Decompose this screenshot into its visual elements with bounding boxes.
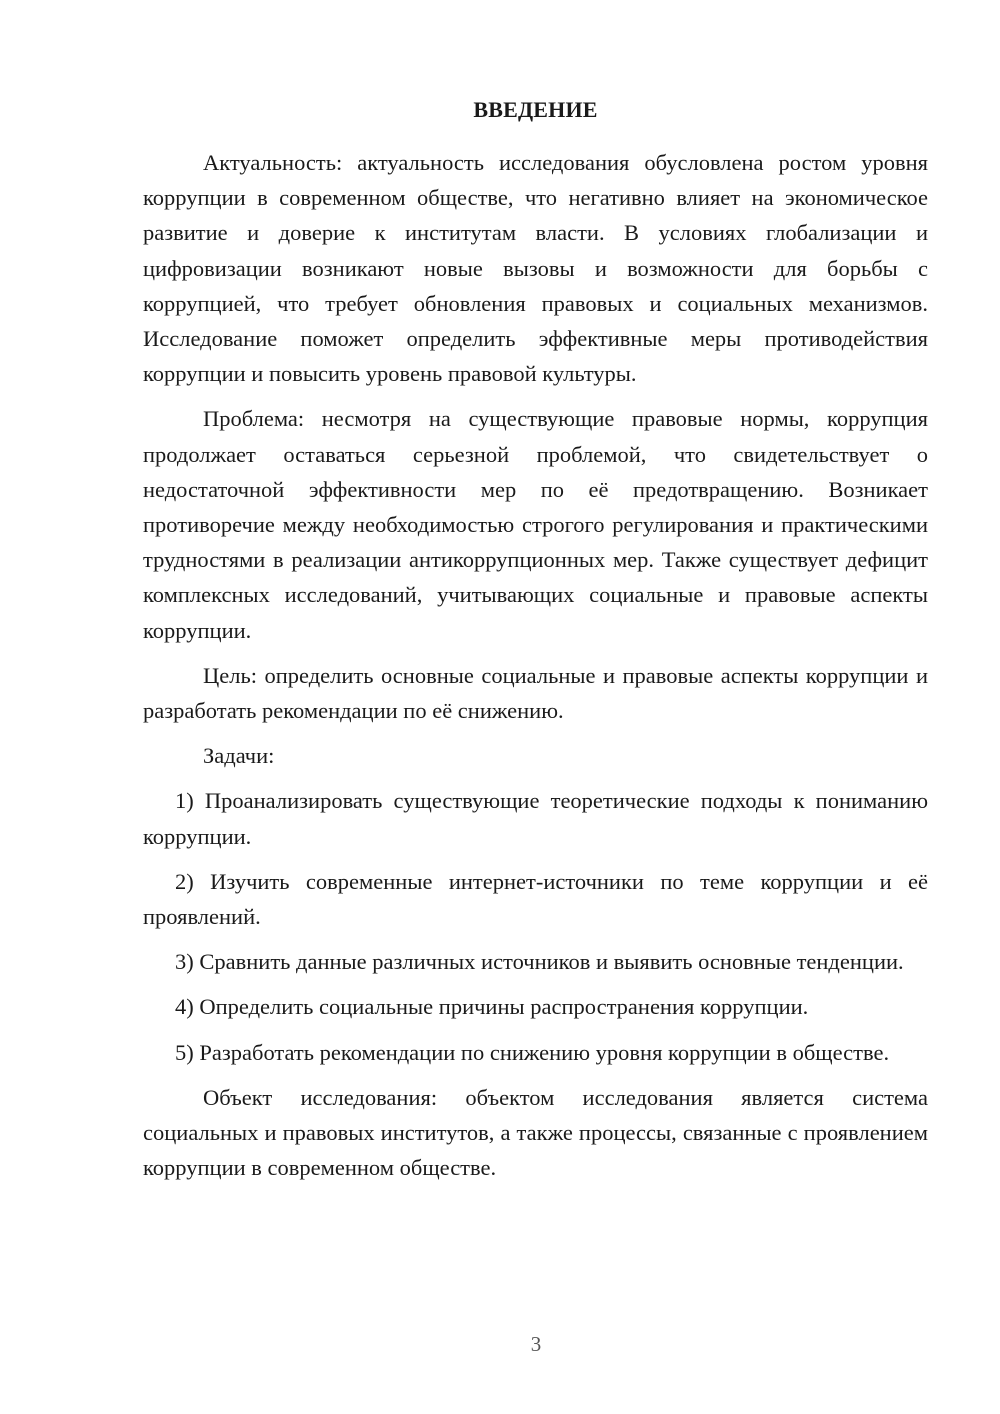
document-page	[143, 95, 928, 1195]
goal-paragraph: Цель: определить основные социальные и правовые аспекты коррупции и разработать рекомендации по её снижению.	[143, 662, 928, 724]
object-paragraph: Объект исследования: объектом исследования является система социальных и правовых институтов, а также процессы, связанные с проявлением коррупции в современном обществе.	[143, 1084, 928, 1181]
section-heading: ВВЕДЕНИЕ	[473, 97, 598, 122]
relevance-paragraph: Актуальность: актуальность исследования обусловлена ростом уровня коррупции в современном обществе, что негативно влияет на экономическое развитие и доверие к институтам власти. В условиях глобализации и цифровизации возникают новые вызовы и возможности для борьбы с коррупцией, что требует обновления правовых и социальных механизмов. Исследование поможет определить эффективные меры противодействия коррупции и повысить уровень правовой культуры.	[143, 150, 928, 387]
task-item-2: 2) Изучить современные интернет-источники по теме коррупции и её проявлений.	[143, 868, 928, 930]
task-item-5: 5) Разработать рекомендации по снижению уровня коррупции в обществе.	[175, 1039, 890, 1065]
problem-paragraph: Проблема: несмотря на существующие правовые нормы, коррупция продолжает оставаться серьезной проблемой, что свидетельствует о недостаточной эффективности мер по её предотвращению. Возникает противоречие между необходимостью строгого регулирования и практическими трудностями в реализации антикоррупционных мер. Также существует дефицит комплексных исследований, учитывающих социальные и правовые аспекты коррупции.	[143, 406, 928, 643]
task-item-4: 4) Определить социальные причины распространения коррупции.	[175, 994, 809, 1020]
page-number: 3	[530, 1332, 542, 1356]
tasks-label: Задачи:	[203, 743, 275, 769]
task-item-3: 3) Сравнить данные различных источников и выявить основные тенденции.	[175, 949, 904, 975]
task-item-1: 1) Проанализировать существующие теоретические подходы к пониманию коррупции.	[143, 788, 928, 849]
